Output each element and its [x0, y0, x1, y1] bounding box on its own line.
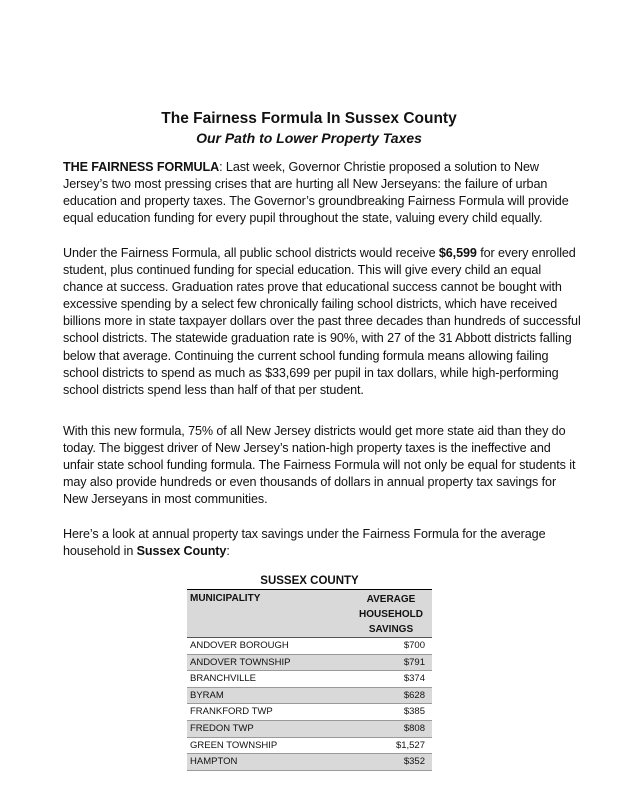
- municipality-cell: FRANKFORD TWP: [190, 706, 273, 718]
- table-row: [187, 638, 432, 655]
- savings-cell: $700: [403, 640, 425, 651]
- header-municipality: MUNICIPALITY: [190, 593, 261, 604]
- savings-cell: $808: [403, 722, 425, 734]
- municipality-cell: ANDOVER TOWNSHIP: [190, 656, 291, 668]
- intro-text: : Last week, Governor Christie proposed a solution to New Jersey’s two most pressing crises that are hurting all New Jerseyans: the failure of urban education and property taxes. The Governor’s groundbreaking Fairness Formula will provide equal education funding for every pupil throughout the state, valuing every child equally.: [63, 160, 569, 226]
- paragraph-savings: With this new formula, 75% of all New Jersey districts would get more state aid than they do today. The biggest driver of New Jersey’s nation-high property taxes is the ineffective and unfair state school funding formula. The Fairness Formula will not only be equal for students it may also provide hundreds or even thousands of dollars in annual property tax savings for New Jerseyans in most communities.: [63, 424, 576, 507]
- header-savings: AVERAGE HOUSEHOLD SAVINGS: [359, 594, 423, 635]
- municipality-cell: BRANCHVILLE: [190, 673, 256, 685]
- table-row: [187, 721, 432, 738]
- savings-table: [187, 574, 432, 771]
- table-row: [187, 688, 432, 705]
- municipality-cell: ANDOVER BOROUGH: [190, 640, 289, 651]
- funding-text-before: Under the Fairness Formula, all public school districts would receive: [63, 246, 439, 260]
- savings-cell: $1,527: [395, 739, 425, 751]
- page-title: The Fairness Formula In Sussex County: [161, 110, 457, 127]
- savings-cell: $352: [403, 756, 425, 768]
- paragraph-county-intro: [63, 526, 583, 560]
- funding-text-after: for every enrolled student, plus continued funding for special education. This will give every child an equal chance at success. Graduation rates prove that educational success cannot be bought with excessive spending by a select few chronically failing school districts, which have received billions more in state taxpayer dollars over the past three decades than hundreds of successful school districts. The statewide graduation rate is 90%, with 27 of the 31 Abbott districts falling below that average. Continuing the current school funding formula means allowing failing school districts to spend as much as $33,699 per pupil in tax dollars, while high-performing school districts spend less than half of that per student.: [63, 246, 581, 397]
- county-name: Sussex County: [136, 544, 227, 559]
- page-subtitle: Our Path to Lower Property Taxes: [196, 130, 422, 146]
- intro-lead: THE FAIRNESS FORMULA: [63, 160, 220, 174]
- paragraph-funding: [63, 245, 583, 399]
- municipality-cell: GREEN TOWNSHIP: [190, 739, 278, 751]
- table-row: [187, 655, 432, 672]
- county-intro-after: :: [226, 544, 230, 559]
- municipality-cell: BYRAM: [190, 689, 224, 701]
- savings-cell: $374: [403, 673, 425, 685]
- savings-cell: $385: [403, 706, 425, 718]
- savings-cell: $628: [403, 689, 425, 701]
- table-row: [187, 754, 432, 771]
- table-body: [187, 638, 432, 771]
- paragraph-intro: [63, 159, 583, 227]
- savings-cell: $791: [403, 656, 425, 668]
- municipality-cell: FREDON TWP: [190, 722, 254, 734]
- funding-amount: $6,599: [438, 246, 477, 260]
- county-intro-before: Here’s a look at annual property tax savings under the Fairness Formula for the average household in: [63, 527, 546, 559]
- table-row: [187, 738, 432, 755]
- table-row: [187, 671, 432, 688]
- table-title: SUSSEX COUNTY: [187, 574, 432, 590]
- municipality-cell: HAMPTON: [190, 756, 238, 768]
- table-header: [187, 590, 432, 638]
- table-row: [187, 704, 432, 721]
